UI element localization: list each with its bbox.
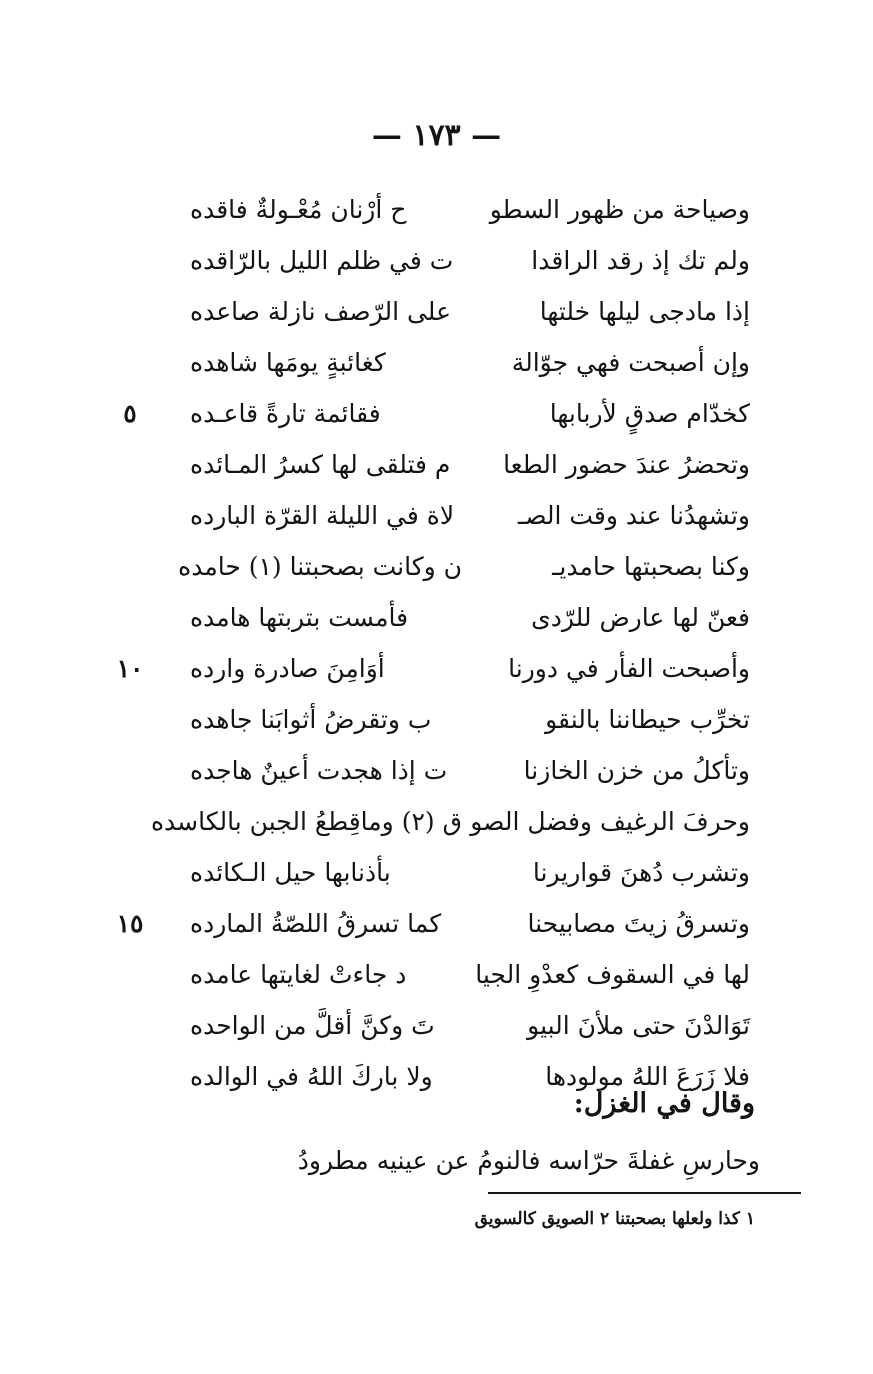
hemistich-first: لها في السقوف كعدْوِ الجيا	[475, 960, 750, 989]
hemistich-first: وأصبحت الفأر في دورنا	[508, 654, 750, 683]
verse-8	[178, 541, 750, 592]
line-number-10: ١٠	[116, 654, 144, 683]
hemistich-second: ولا باركَ اللهُ في الوالده	[190, 1062, 433, 1091]
verse-5	[190, 388, 750, 439]
hemistich-first: وإن أصبحت فهي جوّالة	[511, 348, 750, 377]
hemistich-first: وتأكلُ من خزن الخازنا	[523, 756, 750, 785]
hemistich-second: بأذنابها حيل الـكائده	[190, 858, 391, 887]
hemistich-first: وتشهدُنا عند وقت الصـ	[517, 501, 750, 530]
hemistich-second: م فتلقى لها كسرُ المـائده	[190, 450, 451, 479]
verse-16	[190, 949, 750, 1000]
line-number-5: ٥	[123, 399, 137, 428]
verse-2	[190, 235, 750, 286]
section-heading: وقال في الغزل:	[573, 1088, 755, 1119]
hemistich-second: كغائبةٍ يومَها شاهده	[190, 348, 386, 377]
footnote: ١ كذا ولعلها بصحبتنا ٢ الصويق كالسويق	[474, 1209, 755, 1229]
hemistich-first: وحرفَ الرغيف وفضل الصو	[470, 807, 750, 836]
verse-7	[190, 490, 750, 541]
ghazal-verse: وحارسِ غفلةَ حرّاسه فالنومُ عن عينيه مطرودُ	[297, 1146, 760, 1175]
hemistich-second: ب وتقرضُ أثوابَنا جاهده	[190, 705, 432, 734]
verse-6	[190, 439, 750, 490]
verse-17	[190, 1000, 750, 1051]
hemistich-first: تخرِّب حيطاننا بالنقو	[545, 705, 750, 734]
hemistich-first: وتشرب دُهنَ قواريرنا	[532, 858, 750, 887]
hemistich-second: فقائمة تارةً قاعـده	[190, 399, 381, 428]
verse-4	[190, 337, 750, 388]
hemistich-second: ن وكانت بصحبتنا (١) حامده	[178, 552, 462, 581]
hemistich-second: فأمست بتربتها هامده	[190, 603, 409, 632]
page-number: — ١٧٣ —	[371, 118, 502, 153]
hemistich-first: وصياحة من ظهور السطو	[489, 195, 750, 224]
hemistich-first: وتحضرُ عندَ حضور الطعا	[503, 450, 750, 479]
verse-10	[190, 643, 750, 694]
hemistich-second: لاة في الليلة القرّة البارده	[190, 501, 455, 530]
verse-9	[190, 592, 750, 643]
hemistich-second: ت إذا هجدت أعينٌ هاجده	[190, 756, 448, 785]
hemistich-second: ح أرْنان مُعْـولةٌ فاقده	[190, 195, 407, 224]
verse-3	[190, 286, 750, 337]
poem	[150, 184, 750, 1102]
hemistich-first: وتسرقُ زيتَ مصابيحنا	[527, 909, 750, 938]
verse-15	[190, 898, 750, 949]
hemistich-second: د جاءتْ لغايتها عامده	[190, 960, 407, 989]
verse-11	[190, 694, 750, 745]
hemistich-second: كما تسرقُ اللصّةُ المارده	[190, 909, 442, 938]
hemistich-second: على الرّصف نازلة صاعده	[190, 297, 451, 326]
hemistich-first: فلا زَرَعَ اللهُ مولودها	[545, 1062, 750, 1091]
hemistich-first: كخدّام صدقٍ لأربابها	[549, 399, 750, 428]
verse-13	[150, 796, 750, 847]
hemistich-second: تَ وكنَّ أقلَّ من الواحده	[190, 1011, 435, 1040]
hemistich-first: إذا مادجى ليلها خلتها	[539, 297, 750, 326]
footnote-divider	[488, 1192, 801, 1194]
hemistich-second: ق (٢) وماقِطعُ الجبن بالكاسده	[150, 807, 462, 836]
line-number-15: ١٥	[116, 909, 144, 938]
hemistich-second: أوَامِنَ صادرة وارده	[190, 654, 385, 683]
verse-1	[190, 184, 750, 235]
hemistich-second: ت في ظلم الليل بالرّاقده	[190, 246, 454, 275]
verse-12	[190, 745, 750, 796]
hemistich-first: فعنّ لها عارض للرّدى	[531, 603, 750, 632]
hemistich-first: ولم تك إذ رقد الراقدا	[531, 246, 750, 275]
verse-14	[190, 847, 750, 898]
hemistich-first: تَوَالدْنَ حتى ملأنَ البيو	[527, 1011, 750, 1040]
hemistich-first: وكنا بصحبتها حامديـ	[552, 552, 750, 581]
